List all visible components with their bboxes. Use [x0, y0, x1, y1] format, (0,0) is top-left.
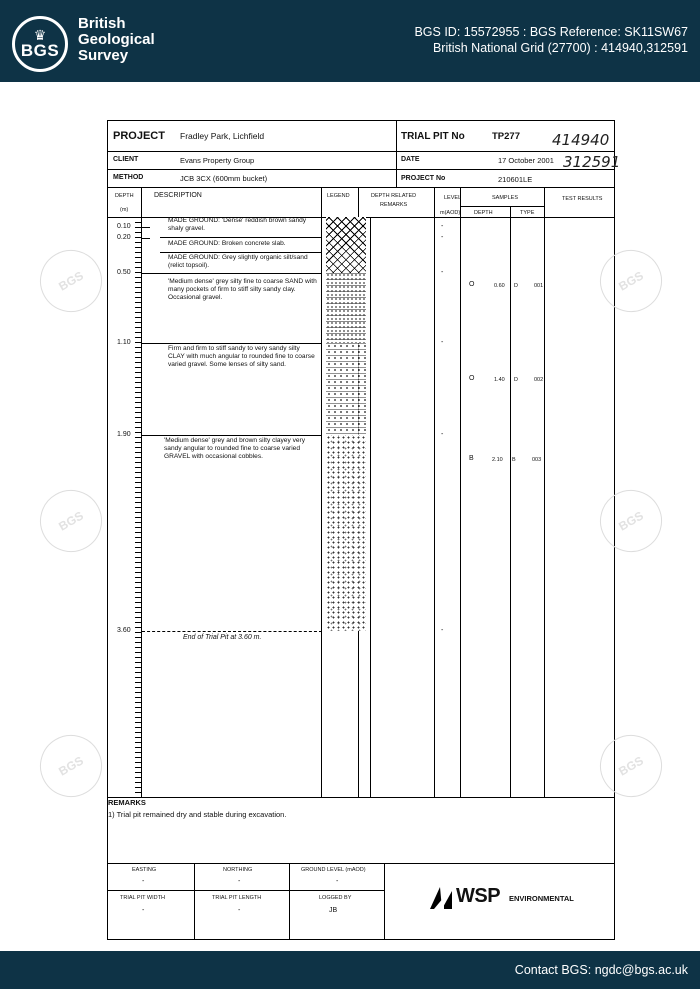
logged-by-value: JB	[329, 907, 338, 914]
date-value: 17 October 2001	[498, 156, 554, 165]
method-label: METHOD	[113, 174, 144, 181]
remarks-label: REMARKS	[108, 798, 146, 807]
level-value: -	[441, 269, 444, 276]
org-name	[78, 16, 155, 64]
sample-symbol: B	[469, 455, 474, 462]
bottom-banner	[0, 951, 700, 989]
end-of-pit-note: End of Trial Pit at 3.60 m.	[183, 634, 262, 641]
handwritten-easting: 414940	[552, 131, 610, 149]
stratum-boundary	[142, 435, 322, 436]
sample-type: B	[512, 457, 516, 463]
top-banner	[0, 0, 700, 82]
stratum-boundary	[160, 252, 322, 253]
project-no-label: PROJECT No	[401, 175, 446, 182]
level-value: -	[441, 627, 444, 634]
level-value: -	[441, 339, 444, 346]
stratum-boundary	[142, 273, 322, 274]
reference-info	[414, 24, 688, 56]
trial-pit-width-value: -	[142, 907, 145, 914]
project-label: PROJECT	[113, 130, 165, 142]
col-level-unit: m(AOD)	[440, 210, 461, 216]
bgs-watermark: BGS	[589, 239, 674, 324]
col-samples-depth: DEPTH	[474, 210, 493, 216]
trial-pit-length-value: -	[238, 907, 241, 914]
ground-level-value: -	[336, 878, 339, 885]
depth-scale	[135, 217, 141, 797]
trial-pit-length-label: TRIAL PIT LENGTH	[212, 895, 262, 901]
bgs-watermark: BGS	[589, 479, 674, 564]
bgs-watermark: BGS	[589, 724, 674, 809]
depth-label: 0.20	[117, 234, 131, 241]
project-no-value: 210601LE	[498, 175, 533, 184]
col-depth: DEPTH	[115, 193, 134, 199]
stratum-description: MADE GROUND: Broken concrete slab.	[168, 240, 286, 247]
col-legend: LEGEND	[327, 193, 350, 199]
stratum-description: 'Medium dense' grey and brown silty clayey very sandy angular to rounded fine to coarse varied GRAVEL with occasional cobbles.	[164, 437, 306, 460]
contact-info: Contact BGS: ngdc@bgs.ac.uk	[514, 963, 688, 977]
bgs-watermark: BGS	[29, 239, 114, 324]
stratum-boundary	[160, 237, 322, 238]
stratum-boundary	[142, 343, 322, 344]
trial-pit-log-sheet	[107, 120, 621, 940]
project-value: Fradley Park, Lichfield	[180, 131, 265, 141]
depth-label: 1.90	[117, 431, 131, 438]
sample-number: 003	[532, 457, 542, 463]
col-remarks-1: DEPTH RELATED	[371, 193, 417, 199]
col-remarks-2: REMARKS	[380, 202, 408, 208]
stratum-description: MADE GROUND: 'Dense' reddish brown sandy shaly gravel.	[168, 217, 307, 232]
sample-type: D	[514, 377, 518, 383]
trial-pit-value: TP277	[492, 131, 520, 142]
depth-label: 3.60	[117, 627, 131, 634]
col-description: DESCRIPTION	[154, 192, 202, 199]
northing-label: NORTHING	[223, 867, 253, 873]
level-value: -	[441, 223, 444, 230]
method-value: JCB 3CX (600mm bucket)	[180, 174, 268, 183]
date-label: DATE	[401, 156, 420, 163]
easting-label: EASTING	[132, 867, 157, 873]
trial-pit-label: TRIAL PIT No	[401, 131, 465, 142]
crown-icon: ♛	[33, 27, 47, 43]
sample-symbol: O	[469, 281, 475, 288]
clay-legend	[326, 343, 366, 435]
col-samples-type: TYPE	[520, 210, 535, 216]
bgs-reference: BGS ID: 15572955 : BGS Reference: SK11SW67	[414, 25, 688, 39]
col-samples: SAMPLES	[492, 195, 518, 201]
level-value: -	[441, 431, 444, 438]
sample-depth: 1.40	[494, 377, 505, 383]
bgs-watermark: BGS	[29, 479, 114, 564]
bgs-watermark: BGS	[29, 724, 114, 809]
remarks-text: 1) Trial pit remained dry and stable during excavation.	[108, 810, 287, 819]
client-label: CLIENT	[113, 156, 139, 163]
client-value: Evans Property Group	[180, 156, 255, 165]
org-name-line3: Survey	[78, 47, 129, 64]
org-name-line2: Geological	[78, 31, 155, 48]
depth-label: 0.50	[117, 269, 131, 276]
stratum-description: MADE GROUND: Grey slightly organic silt/sand (relict topsoil).	[168, 254, 308, 269]
stratum-leader	[142, 238, 150, 239]
depth-label: 0.10	[117, 223, 131, 230]
level-value: -	[441, 234, 444, 241]
made-ground-legend	[326, 217, 366, 273]
sample-symbol: O	[469, 375, 475, 382]
sample-number: 001	[534, 283, 544, 289]
sample-depth: 2.10	[492, 457, 503, 463]
logged-by-label: LOGGED BY	[319, 895, 352, 901]
col-tests: TEST RESULTS	[562, 196, 603, 202]
company-logo-text: WSP	[456, 885, 501, 907]
trial-pit-width-label: TRIAL PIT WIDTH	[120, 895, 165, 901]
org-name-line1: British	[78, 15, 126, 32]
col-depth-unit: (m)	[120, 207, 129, 213]
easting-value: -	[142, 878, 145, 885]
sample-type: D	[514, 283, 518, 289]
stratum-description: Firm and firm to stiff sandy to very sandy silty CLAY with much angular to rounded fine to coarse varied gravel. Some lenses of silty sand.	[168, 345, 315, 368]
sand-legend	[326, 273, 366, 343]
gravel-legend	[326, 435, 366, 631]
sample-depth: 0.60	[494, 283, 505, 289]
depth-label: 1.10	[117, 339, 131, 346]
wsp-mark-icon	[428, 885, 454, 911]
northing-value: -	[238, 878, 241, 885]
stratum-description: 'Medium dense' grey silty fine to coarse SAND with many pockets of firm to stiff silty sandy clay. Occasional gravel.	[168, 278, 317, 301]
col-level: LEVEL	[444, 195, 462, 201]
grid-reference: British National Grid (27700) : 414940,312591	[432, 41, 688, 55]
company-logo-suffix: ENVIRONMENTAL	[509, 894, 574, 903]
sample-number: 002	[534, 377, 544, 383]
bgs-logo	[12, 16, 68, 72]
stratum-leader	[142, 227, 150, 228]
stratum-boundary	[142, 631, 322, 632]
handwritten-northing: 312591	[563, 153, 621, 171]
bgs-logo-text: BGS	[20, 41, 60, 60]
ground-level-label: GROUND LEVEL (mAOD)	[301, 867, 366, 873]
